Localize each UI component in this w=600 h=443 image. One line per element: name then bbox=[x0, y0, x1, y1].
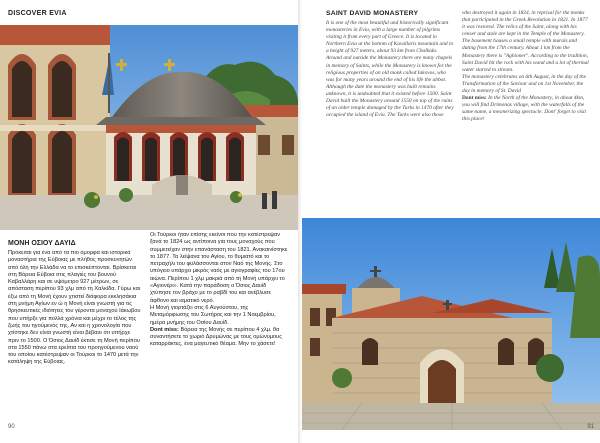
greek-paragraph-history: Πρόκειται για ένα από τα πιο όμορφα και ιστορικά μοναστήρια της Εύβοιας με πλήθος προσκυνητών από όλη την Ελλάδα να το επισκέπτονται. Βρίσκεται στη Βόρεια Εύβοια στις πλαγιές του βουνού Καβαλλάρη και σε υψόμετρο 927 μέτρων, σε απόσταση περίπου 93 χλμ από τη Χαλκίδα. Γύρω και έξω από τη Μονή έχουν χτιστεί διάφορα εκκλησάκια στη μνήμη Αγίων εν ώ η Μονή είναι γνωστή για τις θρησκευτικές ιδιότητες του γέροντα μοναχού Ιάκωβου που υπήρξε για πολλά χρόνια και μέχρι το τέλος της ζωής του ηγούμενός της. Αν και η χρονολογία που χτίστηκε δεν είναι γνωστή είναι βέβαιο ότι υπήρχε πριν το 1500. Ο Όσιος Δαυίδ έκτισε τη Μονή περίπου στα 1550 πάνω στα ερείπια του προηγούμενου ναού του οποίου κατέστρεψαν οι Τούρκοι το 1470 μετά την κατάληψη της Εύβοιας. bbox=[8, 250, 141, 366]
greek-heading: ΜΟΝΗ ΟΣΙΟΥ ΔΑΥΙΔ bbox=[8, 240, 76, 247]
english-dont-miss-text: In the North of the Monastery, in about 4km, you will find Drimonas village, with the waterfalls of the same name, a mesmerizing spectacle. Dont' forget to visit this place! bbox=[462, 95, 587, 123]
english-text-column-1 bbox=[326, 20, 454, 214]
greek-dont-miss-label: Dont miss: bbox=[150, 326, 179, 333]
english-dont-miss-label: Dont miss: bbox=[462, 95, 487, 102]
english-paragraph-feast: The monastery celebrates on 6th August, in the day of the Transformation of the Saviour and on 1st November, the day in memory of St. David bbox=[462, 73, 587, 95]
english-paragraph-history: It is one of the most beautiful and historically significant monasteries in Evia, with a large number of pilgrims visiting it from every part of Greece. It is located in Northern Evia at the bottom of Kavallaris mountain and in a height of 927 meters, about 93 km from Chalkida. Around and outside the Monastery there are many chapels in memory of Saints, while the Monastery is known for the religious properties of an old monk called Iakovos, who was for many years around the end of his life the abbot. Although the date the monastery was built remains unknown, it is undoubted that it existed before 1500. Saint David built the Monastery around 1550 on top of the ruins of an older temple damaged by the Turks in 1470 after they occupied the island of Evia. The Turks were also those bbox=[326, 20, 454, 119]
monastery-courtyard-photo bbox=[0, 25, 298, 230]
section-label: DISCOVER EVIA bbox=[8, 10, 67, 17]
greek-dont-miss bbox=[150, 327, 288, 349]
english-paragraph-continued: who destroyed it again in 1824, in reprisal for the monks that participated in the Greek Revolution in 1821. In 1877 it was restored. The relics of the Saint, along with his censer and stole are kept in the Temple of the Monastery. The basement houses a small temple with murals and dating from the 17th century. About 1 km from the Monastery there is "Aghioner". According to the tradition, Saint David hit the rock with his wand and a lot of thermal water started to stream. bbox=[462, 10, 589, 73]
english-dont-miss bbox=[462, 95, 590, 123]
monastery-church-photo bbox=[302, 218, 600, 430]
english-heading: SAINT DAVID MONASTERY bbox=[326, 10, 419, 17]
greek-text-column-2 bbox=[150, 232, 288, 428]
english-text-column-2 bbox=[462, 10, 590, 214]
greek-dont-miss-text: Βόρεια της Μονής σε περίπου 4 χλμ. θα συναντήσετε το χωριό Δρυμώνας με τους ομώνυμους καταρράκτες, ένα μαγευτικό θέαμα. Μην το χάσετε! bbox=[150, 326, 282, 348]
greek-paragraph-feast: Η Μονή γιορτάζει στις 6 Αυγούστου, της Μεταμόρφωσης του Σωτήρος και την 1 Νοεμβρίου, ημέρα μνήμης του Οσίου Δαυίδ. bbox=[150, 304, 276, 326]
greek-text-column-1 bbox=[8, 250, 142, 428]
page-number-left: 90 bbox=[8, 424, 15, 430]
page-number-right: 91 bbox=[587, 424, 594, 430]
greek-paragraph-continued: Οι Τούρκοι ήταν επίσης εκείνοι που την κατέστρεψαν ξανά το 1824 ως αντίποινα για τους μοναχούς που συμμετείχαν στην επανάσταση του 1821. Ανακαινίστηκε το 1877. Τα λείψανα του Αγίου, το θυμιατό και το πετραχήλι του φυλάσσονται στον Ναό της Μονής. Στο υπόγειο υπάρχει μικρός ναός με αγιογραφίες του 17ου αιώνα. Περίπου 1 χλμ μακριά από τη Μονή υπάρχει το «Αγιονέρι». Κατά την παράδοση ο Όσιος Δαυίδ χτύπησε τον βράχο με το ραβδί του και ανέβλυσε άφθονο και ιαματικό νερό. bbox=[150, 232, 288, 304]
